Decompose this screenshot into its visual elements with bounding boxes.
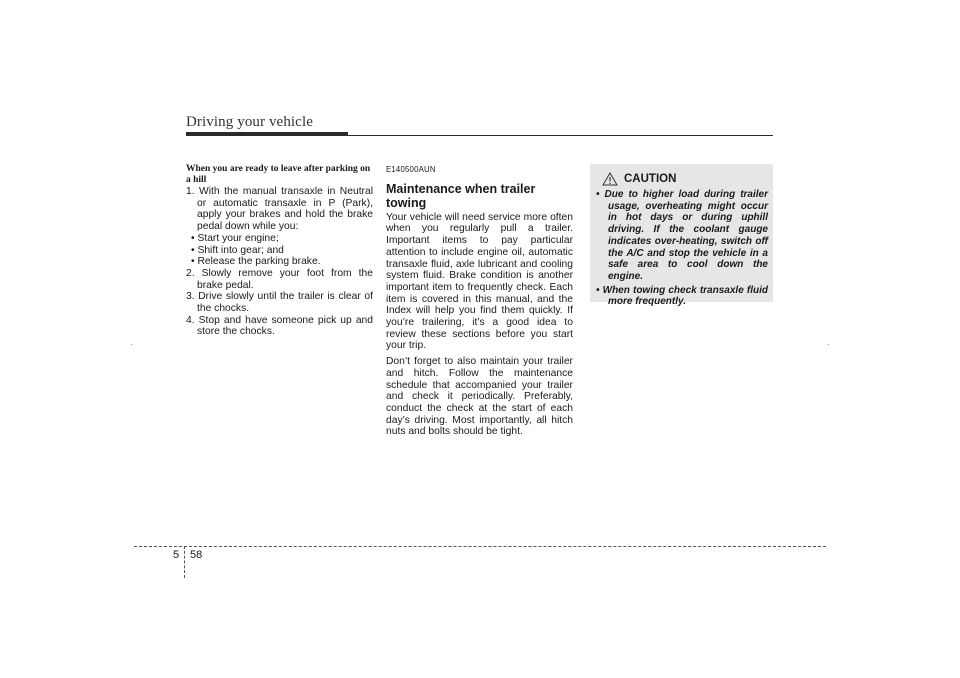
left-column [186,164,373,338]
chapter-number: 5 [173,549,180,561]
step-2: 2. Slowly remove your foot from the brake pedal. [186,267,373,291]
header-rule [186,135,773,136]
paragraph-trailer-hitch: Don’t forget to also maintain your trailer and hitch. Follow the maintenance schedule that accompanied your trailer and check it periodically. Preferably, conduct the check at the start of each day’s driving. Most importantly, all hitch nuts and bolts should be tight. [386,356,573,438]
caution-title: CAUTION [624,173,677,185]
hill-leave-subheading: When you are ready to leave after parking on a hill [186,164,371,185]
caution-box [590,164,773,308]
caution-list [596,189,768,310]
page-header-title: Driving your vehicle [186,114,313,130]
bullet-release-brake: • Release the parking brake. [191,256,321,268]
margin-mark-left [131,344,132,345]
footer-rule [134,546,826,547]
step-4: 4. Stop and have someone pick up and store the chocks. [186,314,373,338]
bullet-start-engine: • Start your engine; [191,232,279,244]
bullet-shift-gear: • Shift into gear; and [191,244,284,256]
caution-item-transaxle-fluid: • When towing check transaxle fluid more frequently. [596,284,768,308]
caution-item-overheating: • Due to higher load during trailer usage, overheating might occur in hot days or during uphill driving. If the coolant gauge indicates over-heating, switch off the A/C and stop the vehicle in a safe area to cool down the engine. [596,189,768,282]
step-3: 3. Drive slowly until the trailer is clear of the chocks. [186,291,373,315]
page-number: 58 [190,549,203,561]
margin-mark-right [828,344,829,345]
step-1: 1. With the manual transaxle in Neutral or automatic transaxle in P (Park), apply your brakes and hold the brake pedal down while you: [186,186,373,233]
middle-column [386,164,573,442]
caution-header [602,172,676,186]
warning-triangle-icon [602,172,618,186]
footer-divider [184,546,185,578]
paragraph-service: Your vehicle will need service more often when you regularly pull a trailer. Important items to pay particular attention to include engine oil, automatic transaxle fluid, axle lubricant and cooling system fluid. Brake condition is another important item to frequently check. Each item is covered in this manual, and the Index will help you find them quickly. If you’re trailering, it’s a good idea to review these sections before you start your trip. [386,211,573,352]
section-title: Maintenance when trailer towing [386,181,536,210]
section-code: E140500AUN [386,165,436,174]
